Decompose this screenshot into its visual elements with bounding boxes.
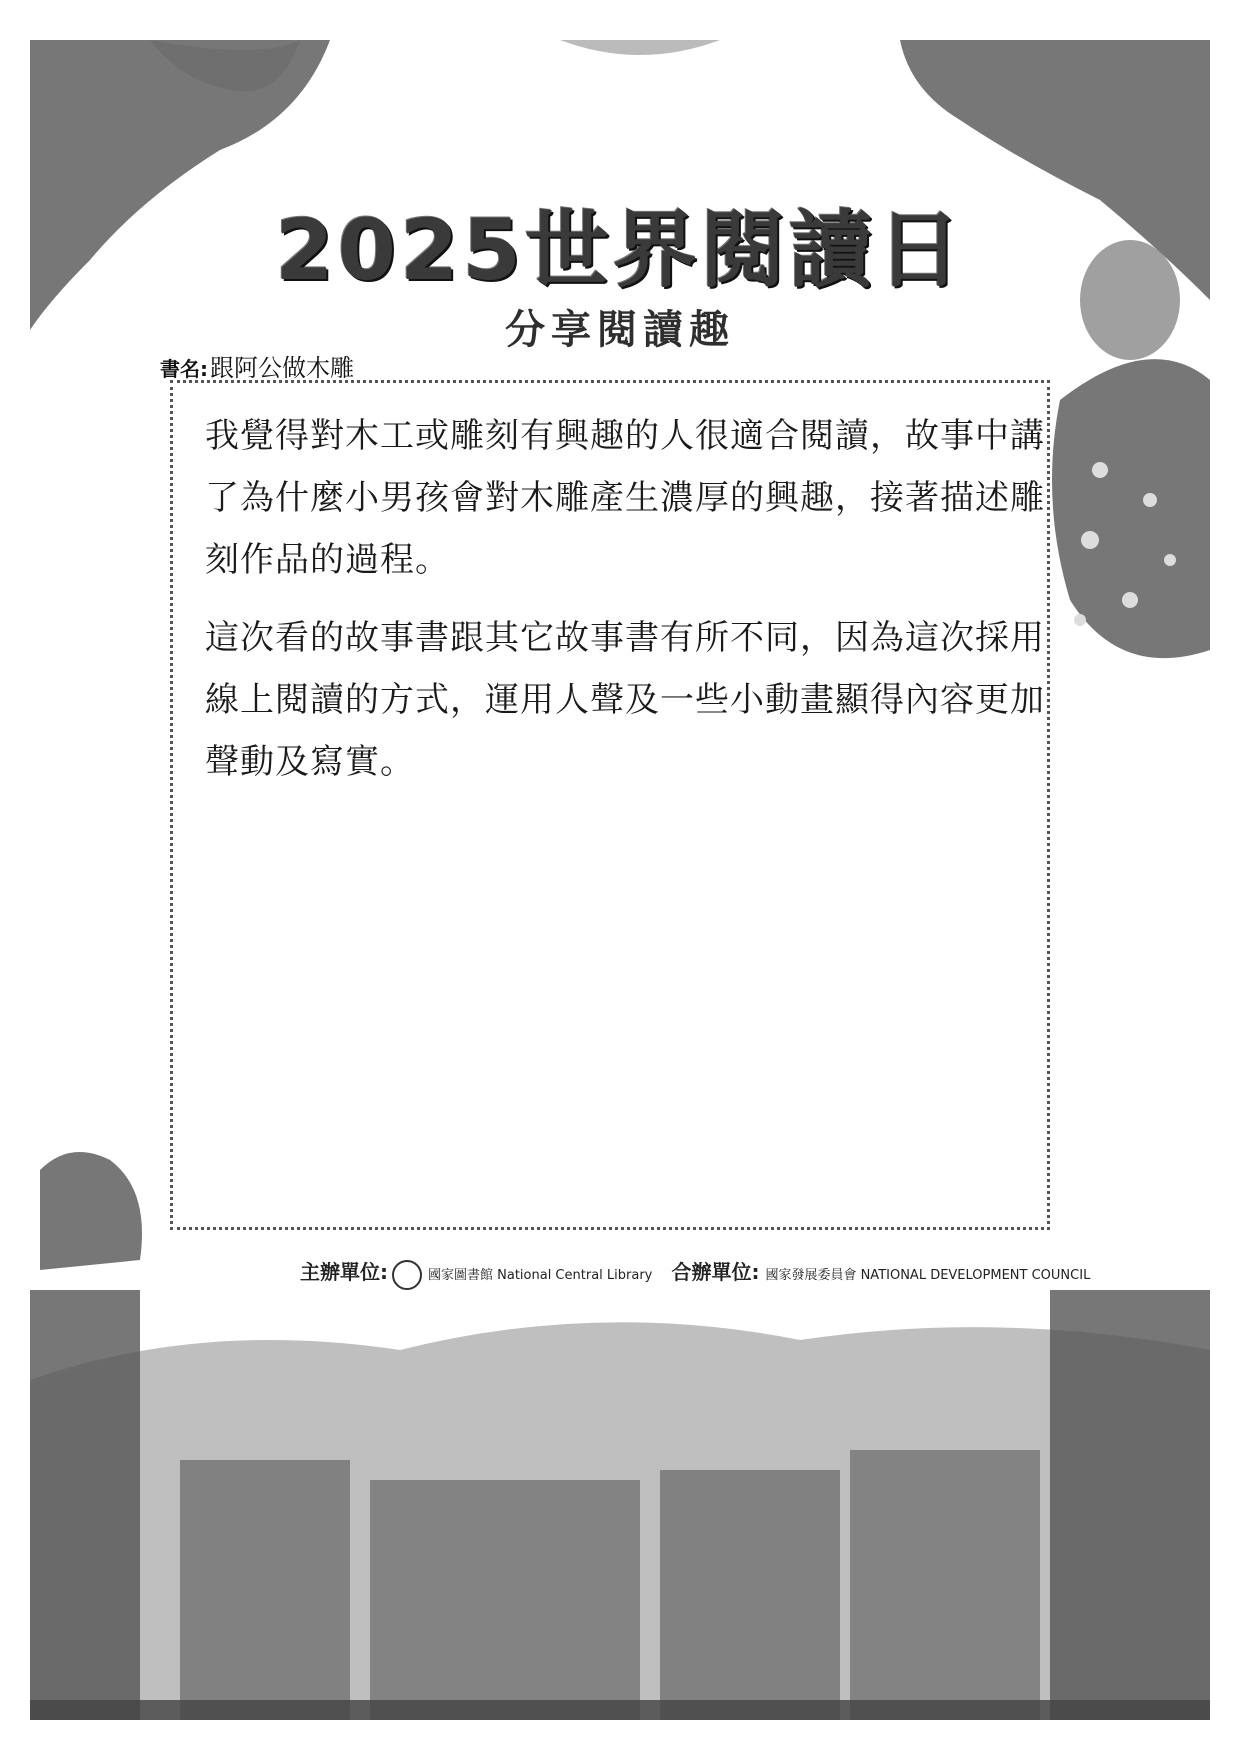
right-bookshelf (1050, 1290, 1210, 1720)
co-organizer-label: 合辦單位: (671, 1260, 760, 1284)
co-organizer-name: 國家發展委員會 NATIONAL DEVELOPMENT COUNCIL (765, 1268, 1091, 1283)
page-subtitle: 分享閱讀趣 (505, 307, 735, 353)
organizer-label: 主辦單位: (300, 1260, 388, 1284)
ncl-seal-icon (392, 1260, 422, 1290)
creature-head (1080, 240, 1180, 360)
sponsor-bar (300, 1255, 1091, 1289)
book-title-label: 書名: (160, 357, 208, 381)
organizer-name: 國家圖書館 National Central Library (428, 1268, 653, 1283)
essay-paragraph: 這次看的故事書跟其它故事書有所不同，因為這次採用線上閱讀的方式，運用人聲及一些小動畫顯得內容更加聲動及寫實。 (205, 618, 1045, 782)
book-title-value: 跟阿公做木雕 (210, 354, 354, 382)
left-creature (40, 1152, 142, 1270)
essay-paragraph: 我覺得對木工或雕刻有興趣的人很適合閱讀，故事中講了為什麼小男孩會對木雕產生濃厚的興趣，接著描述雕刻作品的過程。 (205, 416, 1045, 580)
essay-body (205, 405, 1045, 809)
page-title: 2025世界閱讀日 (275, 201, 965, 299)
left-bookshelf (30, 1290, 140, 1720)
creature-body (1052, 359, 1210, 658)
